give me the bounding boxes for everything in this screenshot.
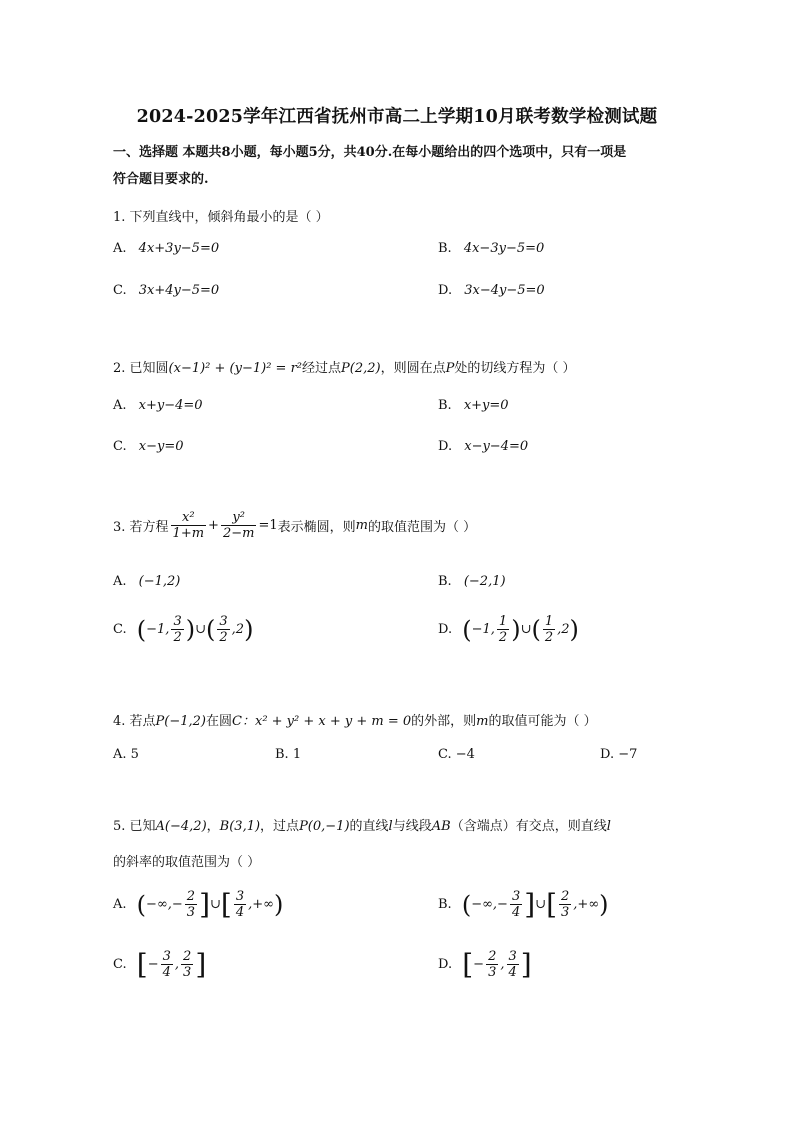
q2-option-b: B. x+y=0 — [438, 398, 509, 413]
q4-circle-equation: x² + y² + x + y + m = 0 — [254, 714, 412, 729]
q4-option-a: A. 5 — [113, 747, 139, 762]
q1-option-c: C. 3x+4y−5=0 — [113, 283, 220, 298]
q2-circle-equation: (x−1)² + (y−1)² = r² — [168, 361, 302, 376]
q3-option-c: C. (−1, $\frac{3}{2}$ )∪( $\frac{3}{2}$ ,2) — [113, 614, 254, 645]
q5-option-b: B. (−∞,− $\frac{3}{4}$ ]∪[ $\frac{2}{3}$ ,+∞) — [438, 888, 609, 921]
q5-option-c: C. [− $\frac{3}{4}$ , $\frac{2}{3}$ ] — [113, 948, 207, 981]
q3-option-b: B. (−2,1) — [438, 574, 506, 589]
q5-option-a: A. (−∞,− $\frac{2}{3}$ ]∪[ $\frac{3}{4}$ ,+∞) — [113, 888, 284, 921]
question-3-stem: 3. 若方程 $\frac{\text{x²}}{1+m}$ + $\frac{\text{y²}}{2-m}$ =1表示椭圆，则m的取值范围为（ ） — [113, 510, 477, 541]
q3-fraction-x: $\frac{\text{x²}}{1+m}$ — [172, 510, 205, 541]
q2-option-a: A. x+y−4=0 — [113, 398, 203, 413]
question-1-stem: 1. 下列直线中，倾斜角最小的是（ ） — [113, 210, 329, 225]
section-heading — [113, 139, 685, 193]
q3-option-d: D. (−1, $\frac{1}{2}$ )∪( $\frac{1}{2}$ ,2) — [438, 614, 579, 645]
question-5-stem-line2: 的斜率的取值范围为（ ） — [113, 855, 261, 870]
page-title: 2024-2025学年江西省抚州市高二上学期10月联考数学检测试题 — [136, 107, 658, 127]
question-5-stem: 5. 已知A(−4,2)，B(3,1)，过点P(0,−1)的直线l与线段AB（含端点）有交点，则直线l — [113, 819, 611, 834]
question-2-stem: 2. 已知圆(x−1)² + (y−1)² = r²经过点P(2,2)，则圆在点P处的切线方程为（ ） — [113, 361, 576, 376]
q3-option-a: A. (−1,2) — [113, 574, 181, 589]
q1-option-b: B. 4x−3y−5=0 — [438, 241, 545, 256]
q3-fraction-y: $\frac{\text{y²}}{2-m}$ — [222, 510, 255, 541]
q1-option-d: D. 3x−4y−5=0 — [438, 283, 545, 298]
q1-option-a: A. 4x+3y−5=0 — [113, 241, 220, 256]
q2-option-c: C. x−y=0 — [113, 439, 184, 454]
section-heading-line1: 一、选择题 本题共8小题，每小题5分，共40分.在每小题给出的四个选项中，只有一项是 — [113, 145, 627, 160]
q5-option-d: D. [− $\frac{2}{3}$ , $\frac{3}{4}$ ] — [438, 948, 532, 981]
q4-option-c: C. −4 — [438, 747, 475, 762]
q2-option-d: D. x−y−4=0 — [438, 439, 529, 454]
q4-option-b: B. 1 — [275, 747, 302, 762]
q4-option-d: D. −7 — [600, 747, 638, 762]
section-heading-line2: 符合题目要求的. — [113, 172, 209, 187]
question-4-stem: 4. 若点P(−1,2)在圆C：x² + y² + x + y + m = 0的外部，则m的取值可能为（ ） — [113, 714, 597, 729]
